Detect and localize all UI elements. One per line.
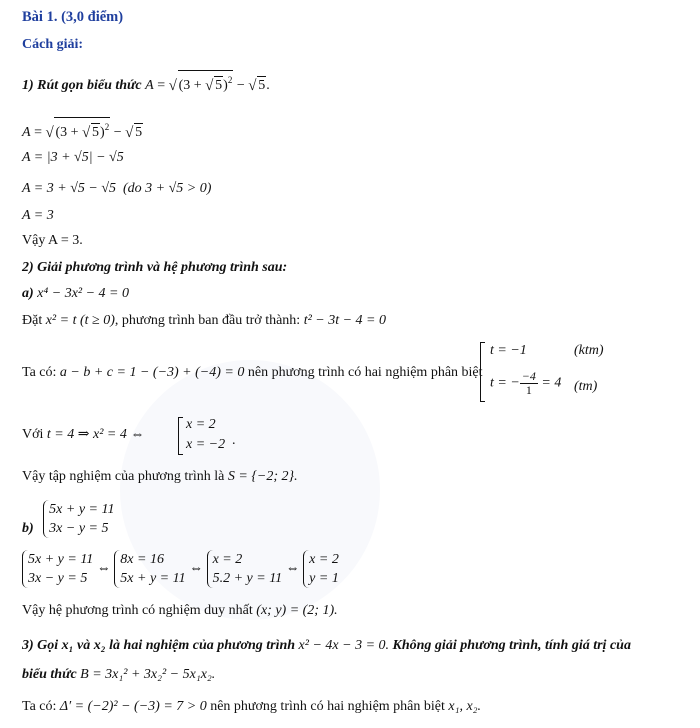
part2b-system: b) 5x + y = 11 3x − y = 5 bbox=[22, 502, 115, 537]
part3-heading-line2: biểu thức B = 3x₁² + 3x₂² − 5x₁x₂. bbox=[22, 667, 216, 682]
x-root-1: x = 2 bbox=[186, 417, 216, 432]
step-3: A = 3 + √5 − √5 (do 3 + √5 > 0) bbox=[22, 181, 212, 196]
with-t-line: Với t = 4 ⇒ x² = 4 ⇔ x = 2 x = −2 . bbox=[22, 426, 144, 444]
substitution-line: Đặt x² = t (t ≥ 0), phương trình ban đầu trở thành: t² − 3t − 4 = 0 bbox=[22, 313, 387, 328]
solution-label: Cách giải: bbox=[22, 37, 84, 52]
step-2: A = |3 + √5| − √5 bbox=[22, 150, 124, 165]
part2a-equation: a) x⁴ − 3x² − 4 = 0 bbox=[22, 286, 130, 301]
part3-heading-line1: 3) Gọi x₁ và x₂ là hai nghiệm của phương trình x² − 4x − 3 = 0. Không giải phương trình, tính giá trị của bbox=[22, 638, 631, 653]
problem-title: Bài 1. (3,0 điểm) bbox=[22, 9, 124, 25]
solution-set-line: Vậy tập nghiệm của phương trình là S = {−2; 2}. bbox=[22, 469, 298, 484]
root-2: t = − $\frac{-4}{1}$ = 4 (tm) bbox=[490, 369, 598, 397]
discriminant-line: Ta có: Δ′ = (−2)² − (−3) = 7 > 0 nên phương trình có hai nghiệm phân biệt x₁, x₂. bbox=[22, 699, 482, 714]
unique-solution-line: Vậy hệ phương trình có nghiệm duy nhất (x; y) = (2; 1). bbox=[22, 603, 338, 618]
step-4: A = 3 bbox=[22, 208, 54, 223]
system-solution-chain: 5x + y = 11 3x − y = 5 ⇔ 8x = 16 5x + y = 11 ⇔ x = 2 5.2 + y = 11 ⇔ x = 2 y = 1 bbox=[22, 550, 339, 588]
part2-heading: 2) Giải phương trình và hệ phương trình sau: bbox=[22, 260, 288, 275]
x-root-2: x = −2 bbox=[186, 437, 226, 452]
root-1: t = −1 (ktm) bbox=[490, 343, 604, 358]
part1-heading: 1) Rút gọn biểu thức A = √ (3 + √ 5)$^2$ − √ 5. bbox=[22, 70, 270, 95]
part1-conclusion: Vậy A = 3. bbox=[22, 233, 83, 248]
check-sum-line: Ta có: a − b + c = 1 − (−3) + (−4) = 0 nên phương trình có hai nghiệm phân biệt bbox=[22, 365, 483, 380]
step-1: A = √ (3 + √ 5)$^2$ − √ 5 bbox=[22, 117, 143, 142]
